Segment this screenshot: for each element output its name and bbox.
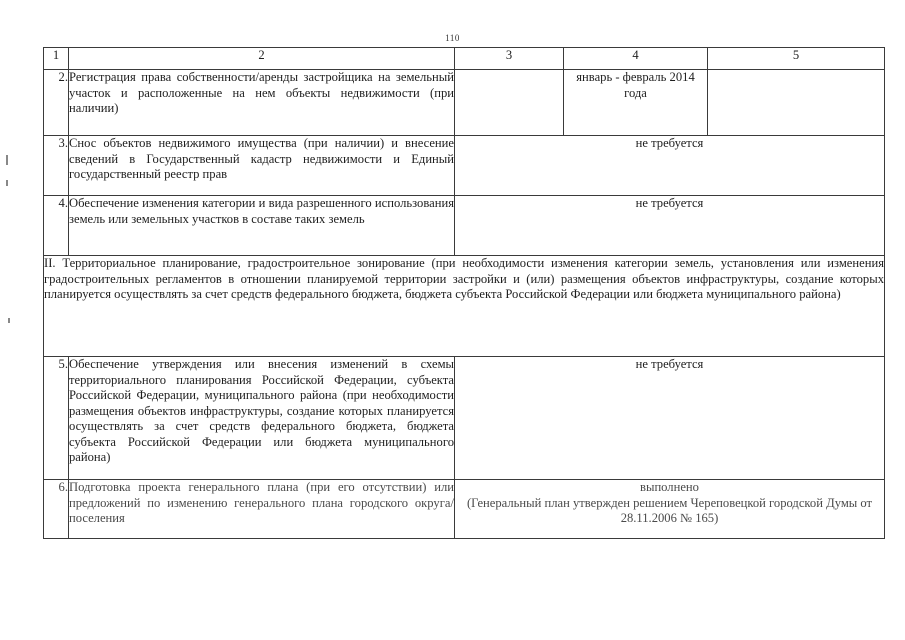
row-status-cell: не требуется [455,136,885,196]
row-number: 4. [44,196,69,256]
row-status-cell: не требуется [455,196,885,256]
row-number: 2. [44,70,69,136]
scan-edge-mark [8,318,10,323]
row-status-note: (Генеральный план утвержден решением Череповецкой городской Думы от 28.11.2006 № 165) [466,495,873,525]
row-description: Подготовка проекта генерального плана (при его отсутствии) или предложений по изменению генерального плана городского округа/поселения [69,480,455,539]
page-number: 110 [445,33,460,43]
row-col5-cell [708,70,885,136]
header-cell: 1 [44,48,69,70]
scan-edge-mark [6,180,8,186]
row-date-cell: январь - февраль 2014 года [564,70,708,136]
table-row [44,196,885,256]
row-number: 6. [44,480,69,539]
row-number: 3. [44,136,69,196]
table-header-row [44,48,885,70]
row-description: Обеспечение утверждения или внесения изменений в схемы территориального планирования Российской Федерации, субъекта Российской Федерации, муниципального района (при необходимости размещения объектов инфраструктуры, создание которых планируется осуществлять за счет средств федерального бюджета, бюджета субъекта Российской Федерации или бюджета муниципального района) [69,357,455,480]
header-cell: 2 [69,48,455,70]
header-cell: 4 [564,48,708,70]
table-row [44,480,885,539]
row-description: Обеспечение изменения категории и вида разрешенного использования земель или земельных участков в составе таких земель [69,196,455,256]
schedule-table [43,47,885,539]
row-description: Снос объектов недвижимого имущества (при наличии) и внесение сведений в Государственный кадастр недвижимости и Единый государственный реестр прав [69,136,455,196]
row-status-cell [455,480,885,539]
row-status-cell: не требуется [455,357,885,480]
header-cell: 5 [708,48,885,70]
row-description: Регистрация права собственности/аренды застройщика на земельный участок и расположенные на нем объекты недвижимости (при наличии) [69,70,455,136]
table-row [44,70,885,136]
row-number: 5. [44,357,69,480]
row-status-text: выполнено [640,480,699,494]
section-heading: II. Территориальное планирование, градостроительное зонирование (при необходимости изменения категории земель, установления или изменения градостроительных регламентов в отношении планируемой территории застройки и (или) размещения объектов инфраструктуры, создание которых планируется осуществлять за счет средств федерального бюджета, бюджета субъекта Российской Федерации или бюджета муниципального района) [44,256,885,357]
table-row [44,136,885,196]
section-heading-row [44,256,885,357]
table-row [44,357,885,480]
scan-edge-mark [6,155,8,165]
row-col3-cell [455,70,564,136]
header-cell: 3 [455,48,564,70]
